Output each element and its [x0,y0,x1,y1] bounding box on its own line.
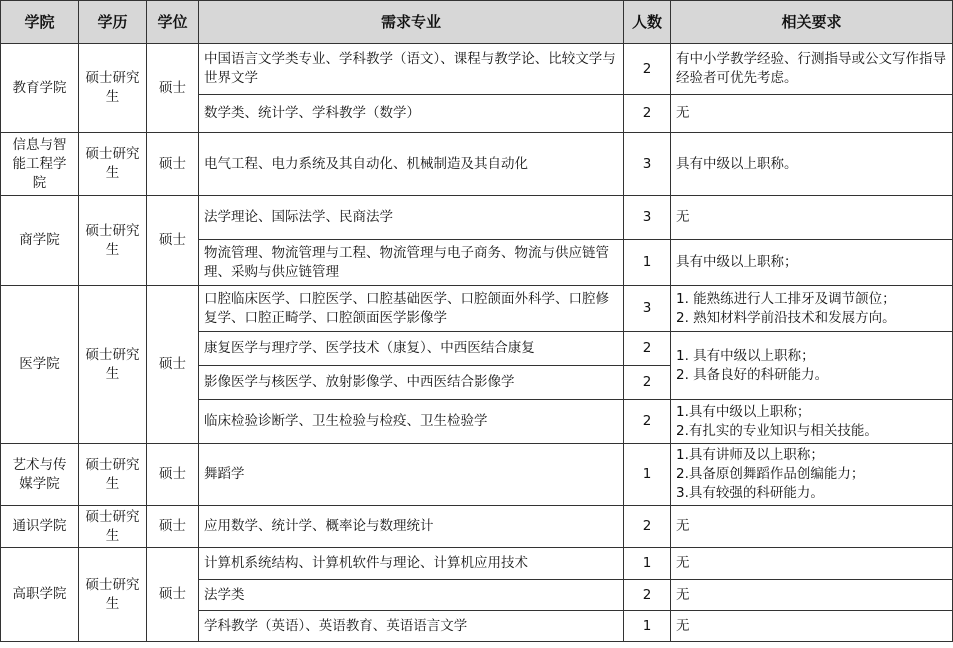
count-cell: 1 [624,611,671,642]
count-cell: 1 [624,548,671,580]
requirements-cell: 无 [671,548,953,580]
requirements-cell: 有中小学教学经验、行测指导或公文写作指导经验者可优先考虑。 [671,44,953,95]
requirements-cell [671,286,953,332]
major-cell: 学科教学（英语）、英语教育、英语语言文学 [199,611,624,642]
college-cell: 艺术与传媒学院 [1,444,79,506]
count-cell: 2 [624,44,671,95]
count-cell: 1 [624,444,671,506]
degree-cell: 硕士 [147,44,199,133]
count-cell: 2 [624,580,671,611]
requirements-cell: 无 [671,196,953,240]
education-cell: 硕士研究生 [79,196,147,286]
count-cell: 3 [624,133,671,196]
major-cell: 电气工程、电力系统及其自动化、机械制造及其自动化 [199,133,624,196]
requirement-line: 2.具备原创舞蹈作品创编能力； [676,466,865,482]
major-cell: 临床检验诊断学、卫生检验与检疫、卫生检验学 [199,400,624,444]
header-college: 学院 [1,1,79,44]
requirements-cell: 无 [671,95,953,133]
college-cell: 信息与智能工程学院 [1,133,79,196]
college-cell: 商学院 [1,196,79,286]
major-cell: 应用数学、统计学、概率论与数理统计 [199,506,624,548]
education-cell: 硕士研究生 [79,506,147,548]
requirements-cell [671,332,953,400]
table-row [1,286,953,332]
education-cell: 硕士研究生 [79,44,147,133]
requirement-line: 2.有扎实的专业知识与相关技能。 [676,422,878,439]
requirements-cell: 无 [671,506,953,548]
requirements-cell: 无 [671,580,953,611]
requirement-line: 3.具有较强的科研能力。 [676,485,824,501]
major-cell: 口腔临床医学、口腔医学、口腔基础医学、口腔颌面外科学、口腔修复学、口腔正畸学、口腔颌面医学影像学 [199,286,624,332]
requirement-line: 2. 具备良好的科研能力。 [676,366,829,383]
count-cell: 2 [624,506,671,548]
college-cell: 通识学院 [1,506,79,548]
degree-cell: 硕士 [147,196,199,286]
major-cell: 计算机系统结构、计算机软件与理论、计算机应用技术 [199,548,624,580]
college-cell: 教育学院 [1,44,79,133]
education-cell: 硕士研究生 [79,286,147,444]
education-cell: 硕士研究生 [79,444,147,506]
major-cell: 康复医学与理疗学、医学技术（康复）、中西医结合康复 [199,332,624,366]
requirement-line: 1. 能熟练进行人工排牙及调节颌位； [676,290,896,307]
degree-cell: 硕士 [147,286,199,444]
major-cell: 法学类 [199,580,624,611]
major-cell: 法学理论、国际法学、民商法学 [199,196,624,240]
header-row [1,1,953,44]
college-cell: 医学院 [1,286,79,444]
college-cell: 高职学院 [1,548,79,642]
degree-cell: 硕士 [147,506,199,548]
table-row [1,506,953,548]
major-cell: 物流管理、物流管理与工程、物流管理与电子商务、物流与供应链管理、采购与供应链管理 [199,240,624,286]
header-education: 学历 [79,1,147,44]
requirement-line: 1.具有讲师及以上职称； [676,447,824,463]
education-cell: 硕士研究生 [79,133,147,196]
count-cell: 2 [624,366,671,400]
major-cell: 舞蹈学 [199,444,624,506]
requirement-line: 2. 熟知材料学前沿技术和发展方向。 [676,309,896,326]
requirements-cell: 具有中级以上职称。 [671,133,953,196]
education-cell: 硕士研究生 [79,548,147,642]
table-row [1,44,953,95]
count-cell: 3 [624,196,671,240]
table-row [1,196,953,240]
count-cell: 2 [624,95,671,133]
table-row [1,444,953,506]
count-cell: 2 [624,400,671,444]
degree-cell: 硕士 [147,444,199,506]
degree-cell: 硕士 [147,133,199,196]
requirement-line: 1. 具有中级以上职称； [676,347,815,364]
requirement-line: 1.具有中级以上职称； [676,403,811,420]
table-row [1,133,953,196]
header-count: 人数 [624,1,671,44]
major-cell: 数学类、统计学、学科教学（数学） [199,95,624,133]
table-row [1,548,953,580]
major-cell: 中国语言文学类专业、学科教学（语文）、课程与教学论、比较文学与世界文学 [199,44,624,95]
degree-cell: 硕士 [147,548,199,642]
count-cell: 3 [624,286,671,332]
count-cell: 1 [624,240,671,286]
header-major: 需求专业 [199,1,624,44]
header-requirements: 相关要求 [671,1,953,44]
count-cell: 2 [624,332,671,366]
header-degree: 学位 [147,1,199,44]
requirements-cell: 具有中级以上职称； [671,240,953,286]
requirements-cell: 无 [671,611,953,642]
major-cell: 影像医学与核医学、放射影像学、中西医结合影像学 [199,366,624,400]
requirements-cell [671,444,953,506]
requirements-cell [671,400,953,444]
